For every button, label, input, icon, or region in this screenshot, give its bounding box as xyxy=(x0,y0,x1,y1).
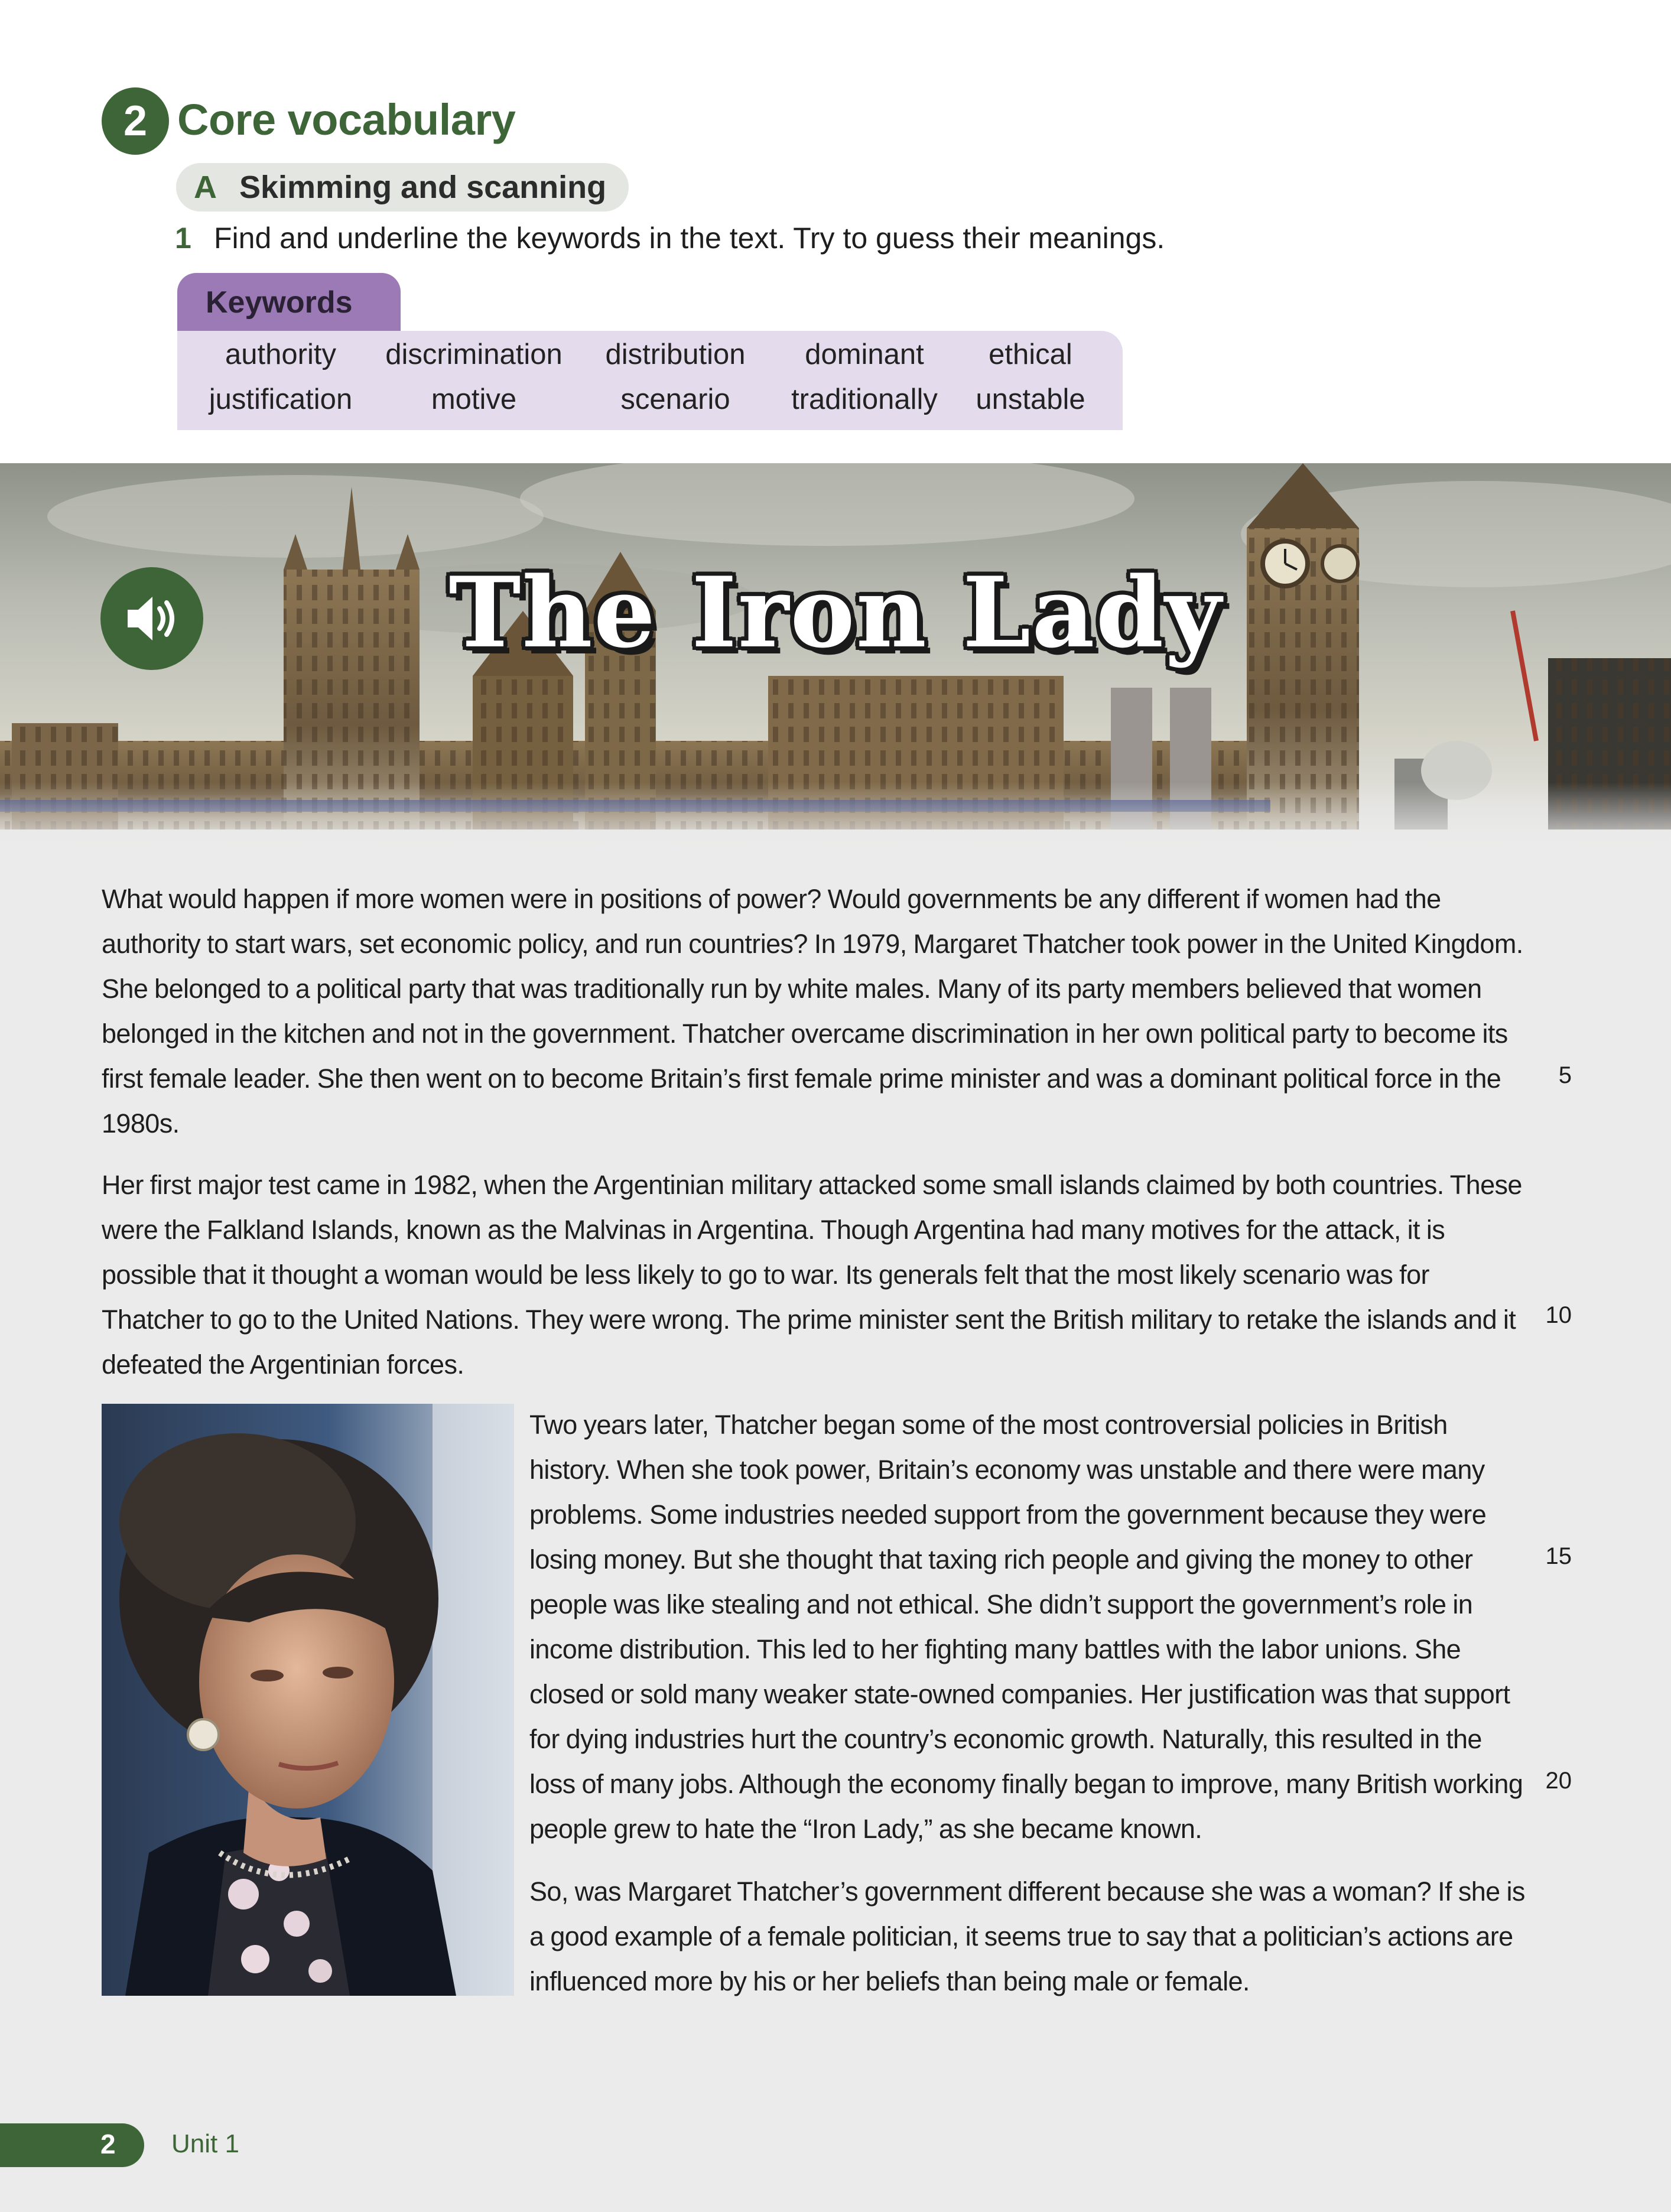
subsection-heading xyxy=(176,163,629,212)
subsection-title: Skimming and scanning xyxy=(239,170,607,205)
article-title: The Iron Lady xyxy=(448,555,1223,669)
task-number: 1 xyxy=(175,222,191,255)
section-number: 2 xyxy=(123,97,148,145)
article-paragraph: What would happen if more women were in positions of power? Would governments be any different if women had the authority to start wars, set economic policy, and run countries? In 1979, Margaret Thatcher took power in the United Kingdom. She belonged to a political party that was traditionally run by white males. Many of its party members believed that women belonged in the kitchen and not in the government. Thatcher overcame discrimination in her own political party to become its first female leader. She then went on to become Britain’s first female prime minister and was a dominant political force in the 1980s. xyxy=(102,884,1523,1138)
keyword: motive xyxy=(431,383,517,415)
keyword: authority xyxy=(225,339,336,370)
subsection-letter: A xyxy=(194,170,217,205)
line-number: 5 xyxy=(1558,1062,1572,1088)
keyword: ethical xyxy=(989,339,1072,370)
keyword: traditionally xyxy=(791,383,938,415)
section-number-badge xyxy=(102,87,169,155)
line-number: 15 xyxy=(1545,1543,1572,1569)
keyword: discrimination xyxy=(385,339,563,370)
article-paragraph: Two years later, Thatcher began some of the most controversial policies in British history. When she took power, Britain’s economy was unstable and there were many problems. Some industries needed support from the government because they were losing money. But she thought that taxing rich people and giving the money to other people was like stealing and not ethical. She didn’t support the government’s role in income distribution. This led to her fighting many battles with the labor unions. She closed or sold many weaker state-owned companies. Her justification was that support for dying industries hurt the country’s economic growth. Naturally, this resulted in the loss of many jobs. Although the economy finally began to improve, many British working people grew to hate the “Iron Lady,” as she became known. xyxy=(529,1410,1523,1844)
page-number: 2 xyxy=(100,2129,116,2159)
keyword: scenario xyxy=(620,383,730,415)
keyword: dominant xyxy=(805,339,924,370)
keyword: distribution xyxy=(605,339,746,370)
keywords-tab xyxy=(177,273,401,332)
section-title: Core vocabulary xyxy=(177,95,516,144)
keywords-label: Keywords xyxy=(206,285,353,320)
article-paragraph: Her first major test came in 1982, when the Argentinian military attacked some small islands claimed by both countries. These were the Falkland Islands, known as the Malvinas in Argentina. Though Argentina had many motives for the attack, it is possible that it thought a woman would be less likely to go to war. Its generals felt that the most likely scenario was for Thatcher to go to the United Nations. They were wrong. The prime minister sent the British military to retake the islands and it defeated the Argentinian forces. xyxy=(102,1170,1522,1380)
line-number: 20 xyxy=(1545,1768,1572,1794)
portrait-illustration xyxy=(102,1404,514,1996)
article-paragraph: So, was Margaret Thatcher’s government different because she was a woman? If she is a good example of a female politician, it seems true to say that a politician’s actions are influenced more by his or her beliefs than being male or female. xyxy=(529,1876,1525,1996)
keywords-box xyxy=(177,331,1123,430)
task-instruction: Find and underline the keywords in the text. Try to guess their meanings. xyxy=(214,222,1165,255)
keyword: justification xyxy=(209,383,353,415)
keyword: unstable xyxy=(976,383,1085,415)
unit-label: Unit 1 xyxy=(171,2129,239,2158)
line-number: 10 xyxy=(1545,1302,1572,1328)
thatcher-portrait-image xyxy=(102,1404,514,1996)
page-number-bar xyxy=(0,2123,144,2167)
